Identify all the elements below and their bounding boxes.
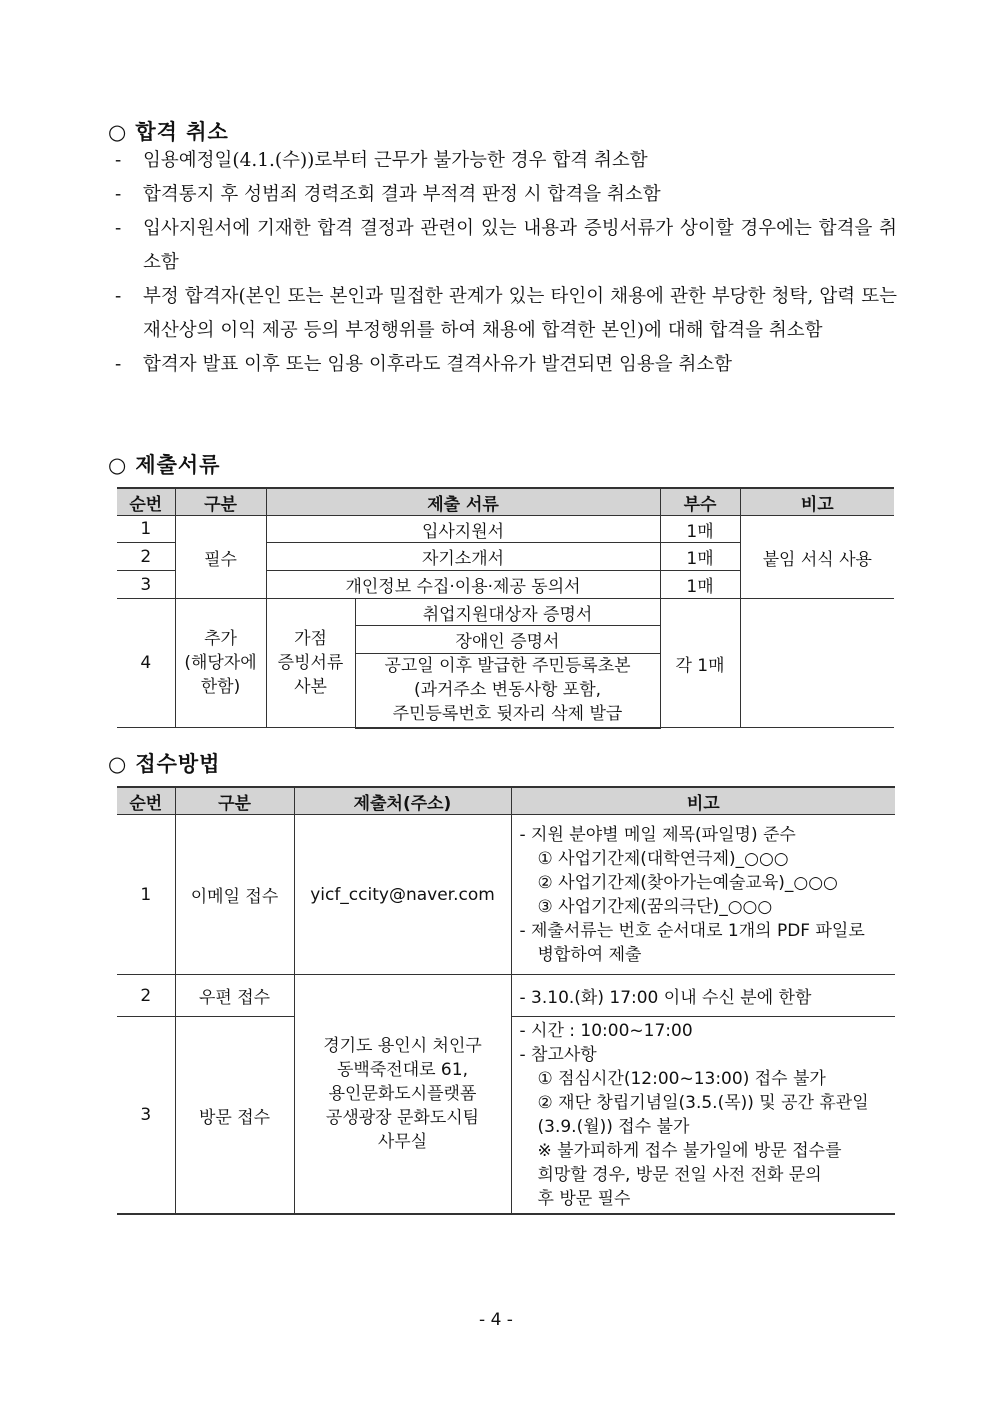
table-row: 장애인 증명서 (117, 626, 894, 654)
remark-cell: - 시간 : 10:00~17:00 - 참고사항 ① 점심시간(12:00~13:00) 접수 불가 ② 재단 창립기념일(3.5.(목)) 및 공간 휴관일 (3.9.(월)) 접수 불가 ※ 불가피하게 접수 불가일에 방문 접수를 희망할 경우, 방문 전일 사전 전화 문의 후 방문 필수 (511, 1017, 895, 1215)
section-title: 제출서류 (135, 452, 221, 477)
remark-cell: 붙임 서식 사용 (740, 516, 894, 599)
section-heading-cancel (108, 116, 229, 146)
section-title: 접수방법 (135, 751, 221, 776)
category-cell: 필수 (175, 516, 266, 599)
address-cell: 경기도 용인시 처인구 동백죽전대로 61, 용인문화도시플랫폼 공생광장 문화도시팀 사무실 (294, 975, 511, 1215)
subcategory-cell: 가점 증빙서류 사본 (266, 599, 355, 728)
list-item: - 합격통지 후 성범죄 경력조회 결과 부적격 판정 시 합격을 취소함 (115, 184, 661, 205)
col-header: 구분 (175, 488, 266, 516)
col-header: 제출 서류 (266, 488, 660, 516)
table-row: 공고일 이후 발급한 주민등록초본 (과거주소 변동사항 포함, 주민등록번호 뒷자리 삭제 발급 (117, 654, 894, 728)
table-row: 2 자기소개서 1매 (117, 543, 894, 571)
col-header: 순번 (117, 787, 175, 815)
page-number: - 4 - (479, 1310, 513, 1330)
category-cell: 추가 (해당자에 한함) (175, 599, 266, 728)
circle-bullet: ○ (108, 453, 128, 477)
col-header: 제출처(주소) (294, 787, 511, 815)
section-heading-submission (108, 748, 220, 778)
circle-bullet: ○ (108, 120, 128, 144)
email-address: yicf_ccity@naver.com (294, 815, 511, 975)
remark-cell: - 지원 분야별 메일 제목(파일명) 준수 ① 사업기간제(대학연극제)_○○○ ② 사업기간제(찾아가는예술교육)_○○○ ③ 사업기간제(꿈의극단)_○○○ - 제출서류는 번호 순서대로 1개의 PDF 파일로 병합하여 제출 (511, 815, 895, 975)
section-heading-documents (108, 449, 220, 479)
col-header: 구분 (175, 787, 294, 815)
col-header: 부수 (660, 488, 740, 516)
table-row: 1 이메일 접수 yicf_ccity@naver.com - 지원 분야별 메일 제목(파일명) 준수 ① 사업기간제(대학연극제)_○○○ ② 사업기간제(찾아가는예술교육)_○○○ ③ 사업기간제(꿈의극단)_○○○ - 제출서류는 번호 순서대로 1개의 PDF 파일로 병합하여 제출 (117, 815, 895, 975)
list-item: - 입사지원서에 기재한 합격 결정과 관련이 있는 내용과 증빙서류가 상이할 경우에는 합격을 취소함 (115, 218, 897, 273)
submission-table (117, 786, 895, 1215)
table-row: 3 방문 접수 - 시간 : 10:00~17:00 - 참고사항 ① 점심시간(12:00~13:00) 접수 불가 ② 재단 창립기념일(3.5.(목)) 및 공간 휴관일 (3.9.(월)) 접수 불가 ※ 불가피하게 접수 불가일에 방문 접수를 희망할 경우, 방문 전일 사전 전화 문의 후 방문 필수 (117, 1017, 895, 1215)
table-row: 3 개인정보 수집·이용·제공 동의서 1매 (117, 571, 894, 599)
col-header: 순번 (117, 488, 175, 516)
col-header: 비고 (511, 787, 895, 815)
list-item: - 임용예정일(4.1.(수))로부터 근무가 불가능한 경우 합격 취소함 (115, 150, 648, 171)
list-item: - 부정 합격자(본인 또는 본인과 밀접한 관계가 있는 타인이 채용에 관한 부당한 청탁, 압력 또는 재산상의 이익 제공 등의 부정행위를 하여 채용에 합격한 본인)에 대해 합격을 취소함 (115, 286, 897, 341)
table-row: 1 필수 입사지원서 1매 붙임 서식 사용 (117, 516, 894, 543)
table-row: 2 우편 접수 경기도 용인시 처인구 동백죽전대로 61, 용인문화도시플랫폼 공생광장 문화도시팀 사무실 - 3.10.(화) 17:00 이내 수신 분에 한함 (117, 975, 895, 1017)
list-item: - 합격자 발표 이후 또는 임용 이후라도 결격사유가 발견되면 임용을 취소함 (115, 354, 733, 375)
cancel-list (115, 144, 897, 382)
col-header: 비고 (740, 488, 894, 516)
table-row: 4 추가 (해당자에 한함) 가점 증빙서류 사본 취업지원대상자 증명서 각 1매 (117, 599, 894, 626)
circle-bullet: ○ (108, 752, 128, 776)
section-title: 합격 취소 (135, 119, 229, 144)
documents-table (117, 487, 894, 729)
